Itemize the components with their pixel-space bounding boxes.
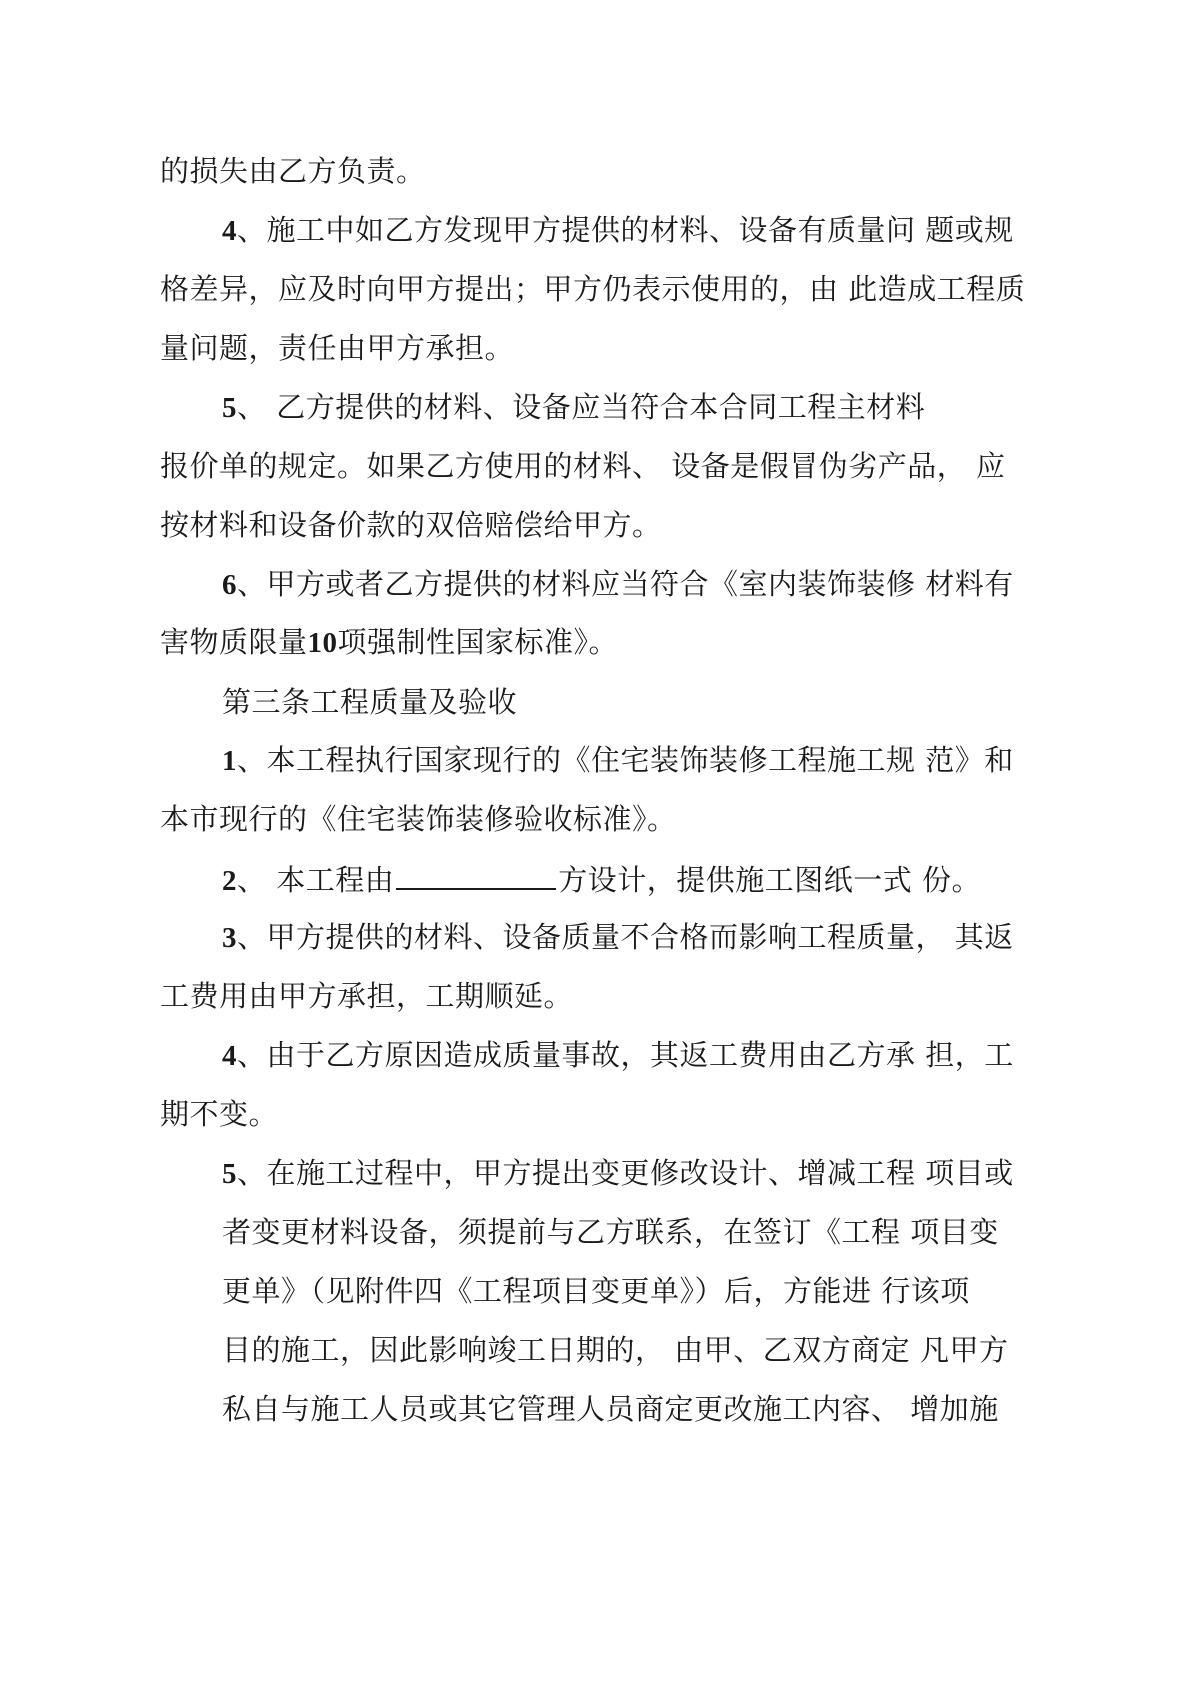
- fill-in-blank: [396, 860, 556, 890]
- clause-number: 4: [222, 215, 237, 247]
- line-text: 者变更材料设备，须提前与乙方联系，在签订《工程 项目变: [222, 1215, 999, 1249]
- line-text-continued: 项强制性国家标准》。: [337, 625, 619, 659]
- text-line-3: [160, 271, 1025, 307]
- clause-number: 5: [222, 1158, 237, 1190]
- text-line-22: [222, 1391, 999, 1427]
- clause-item-2: [222, 860, 981, 899]
- line-text: 私自与施工人员或其它管理人员商定更改施工内容、 增加施: [222, 1392, 999, 1426]
- line-text: 期不变。: [160, 1097, 279, 1131]
- section-title: 第三条工程质量及验收: [222, 685, 518, 719]
- line-text: 害物质限量: [160, 625, 308, 659]
- text-line-4: [160, 330, 514, 366]
- clause-item-1: [222, 742, 1014, 779]
- clause-item-5: [222, 389, 925, 426]
- line-text: 、甲方提供的材料、设备质量不合格而影响工程质量， 其返: [237, 920, 1014, 954]
- line-text: 工费用由甲方承担，工期顺延。: [160, 979, 574, 1013]
- line-text: 、 乙方提供的材料、设备应当符合本合同工程主材料: [237, 390, 926, 424]
- clause-item-4: [222, 212, 1014, 249]
- clause-number: 4: [222, 1040, 237, 1072]
- clause-number: 3: [222, 922, 237, 954]
- line-text: 、在施工过程中，甲方提出变更修改设计、增减工程 项目或: [237, 1156, 1014, 1190]
- line-text: 、甲方或者乙方提供的材料应当符合《室内装饰装修 材料有: [237, 567, 1014, 601]
- inline-number: 10: [307, 627, 338, 659]
- text-line-15: [160, 978, 573, 1014]
- line-text: 、 本工程由: [237, 863, 395, 897]
- text-line-9: [160, 624, 618, 661]
- line-text: 目的施工，因此影响竣工日期的， 由甲、乙双方商定 凡甲方: [222, 1333, 1009, 1367]
- text-line-12: [160, 801, 677, 837]
- clause-item-4b: [222, 1037, 1014, 1074]
- text-line-6: [160, 448, 1005, 484]
- line-text-continued: 方设计，提供施工图纸一式 份。: [558, 863, 981, 897]
- clause-item-5b: [222, 1155, 1014, 1192]
- line-text: 按材料和设备价款的双倍赔偿给甲方。: [160, 508, 662, 542]
- clause-item-6: [222, 566, 1014, 603]
- section-heading: [222, 684, 517, 720]
- line-text: 报价单的规定。如果乙方使用的材料、 设备是假冒伪劣产品， 应: [160, 449, 1006, 483]
- clause-number: 1: [222, 745, 237, 777]
- line-text: 的损失由乙方负责。: [160, 154, 426, 188]
- line-text: 量问题，责任由甲方承担。: [160, 331, 515, 365]
- line-text: 更单》（见附件四《工程项目变更单》）后，方能进 行该项: [222, 1274, 970, 1308]
- clause-number: 6: [222, 569, 237, 601]
- text-line-21: [222, 1332, 1008, 1368]
- line-text: 、由于乙方原因造成质量事故，其返工费用由乙方承 担，工: [237, 1038, 1014, 1072]
- line-text: 、本工程执行国家现行的《住宅装饰装修工程施工规 范》和: [237, 743, 1014, 777]
- clause-number: 2: [222, 865, 237, 897]
- text-line-7: [160, 507, 662, 543]
- text-line-1: [160, 153, 426, 189]
- line-text: 格差异，应及时向甲方提出；甲方仍表示使用的，由 此造成工程质: [160, 272, 1026, 306]
- line-text: 、施工中如乙方发现甲方提供的材料、设备有质量问 题或规: [237, 213, 1014, 247]
- text-line-17: [160, 1096, 278, 1132]
- clause-item-3: [222, 919, 1014, 956]
- line-text: 本市现行的《住宅装饰装修验收标准》。: [160, 802, 677, 836]
- text-line-20: [222, 1273, 970, 1309]
- clause-number: 5: [222, 392, 237, 424]
- text-line-19: [222, 1214, 999, 1250]
